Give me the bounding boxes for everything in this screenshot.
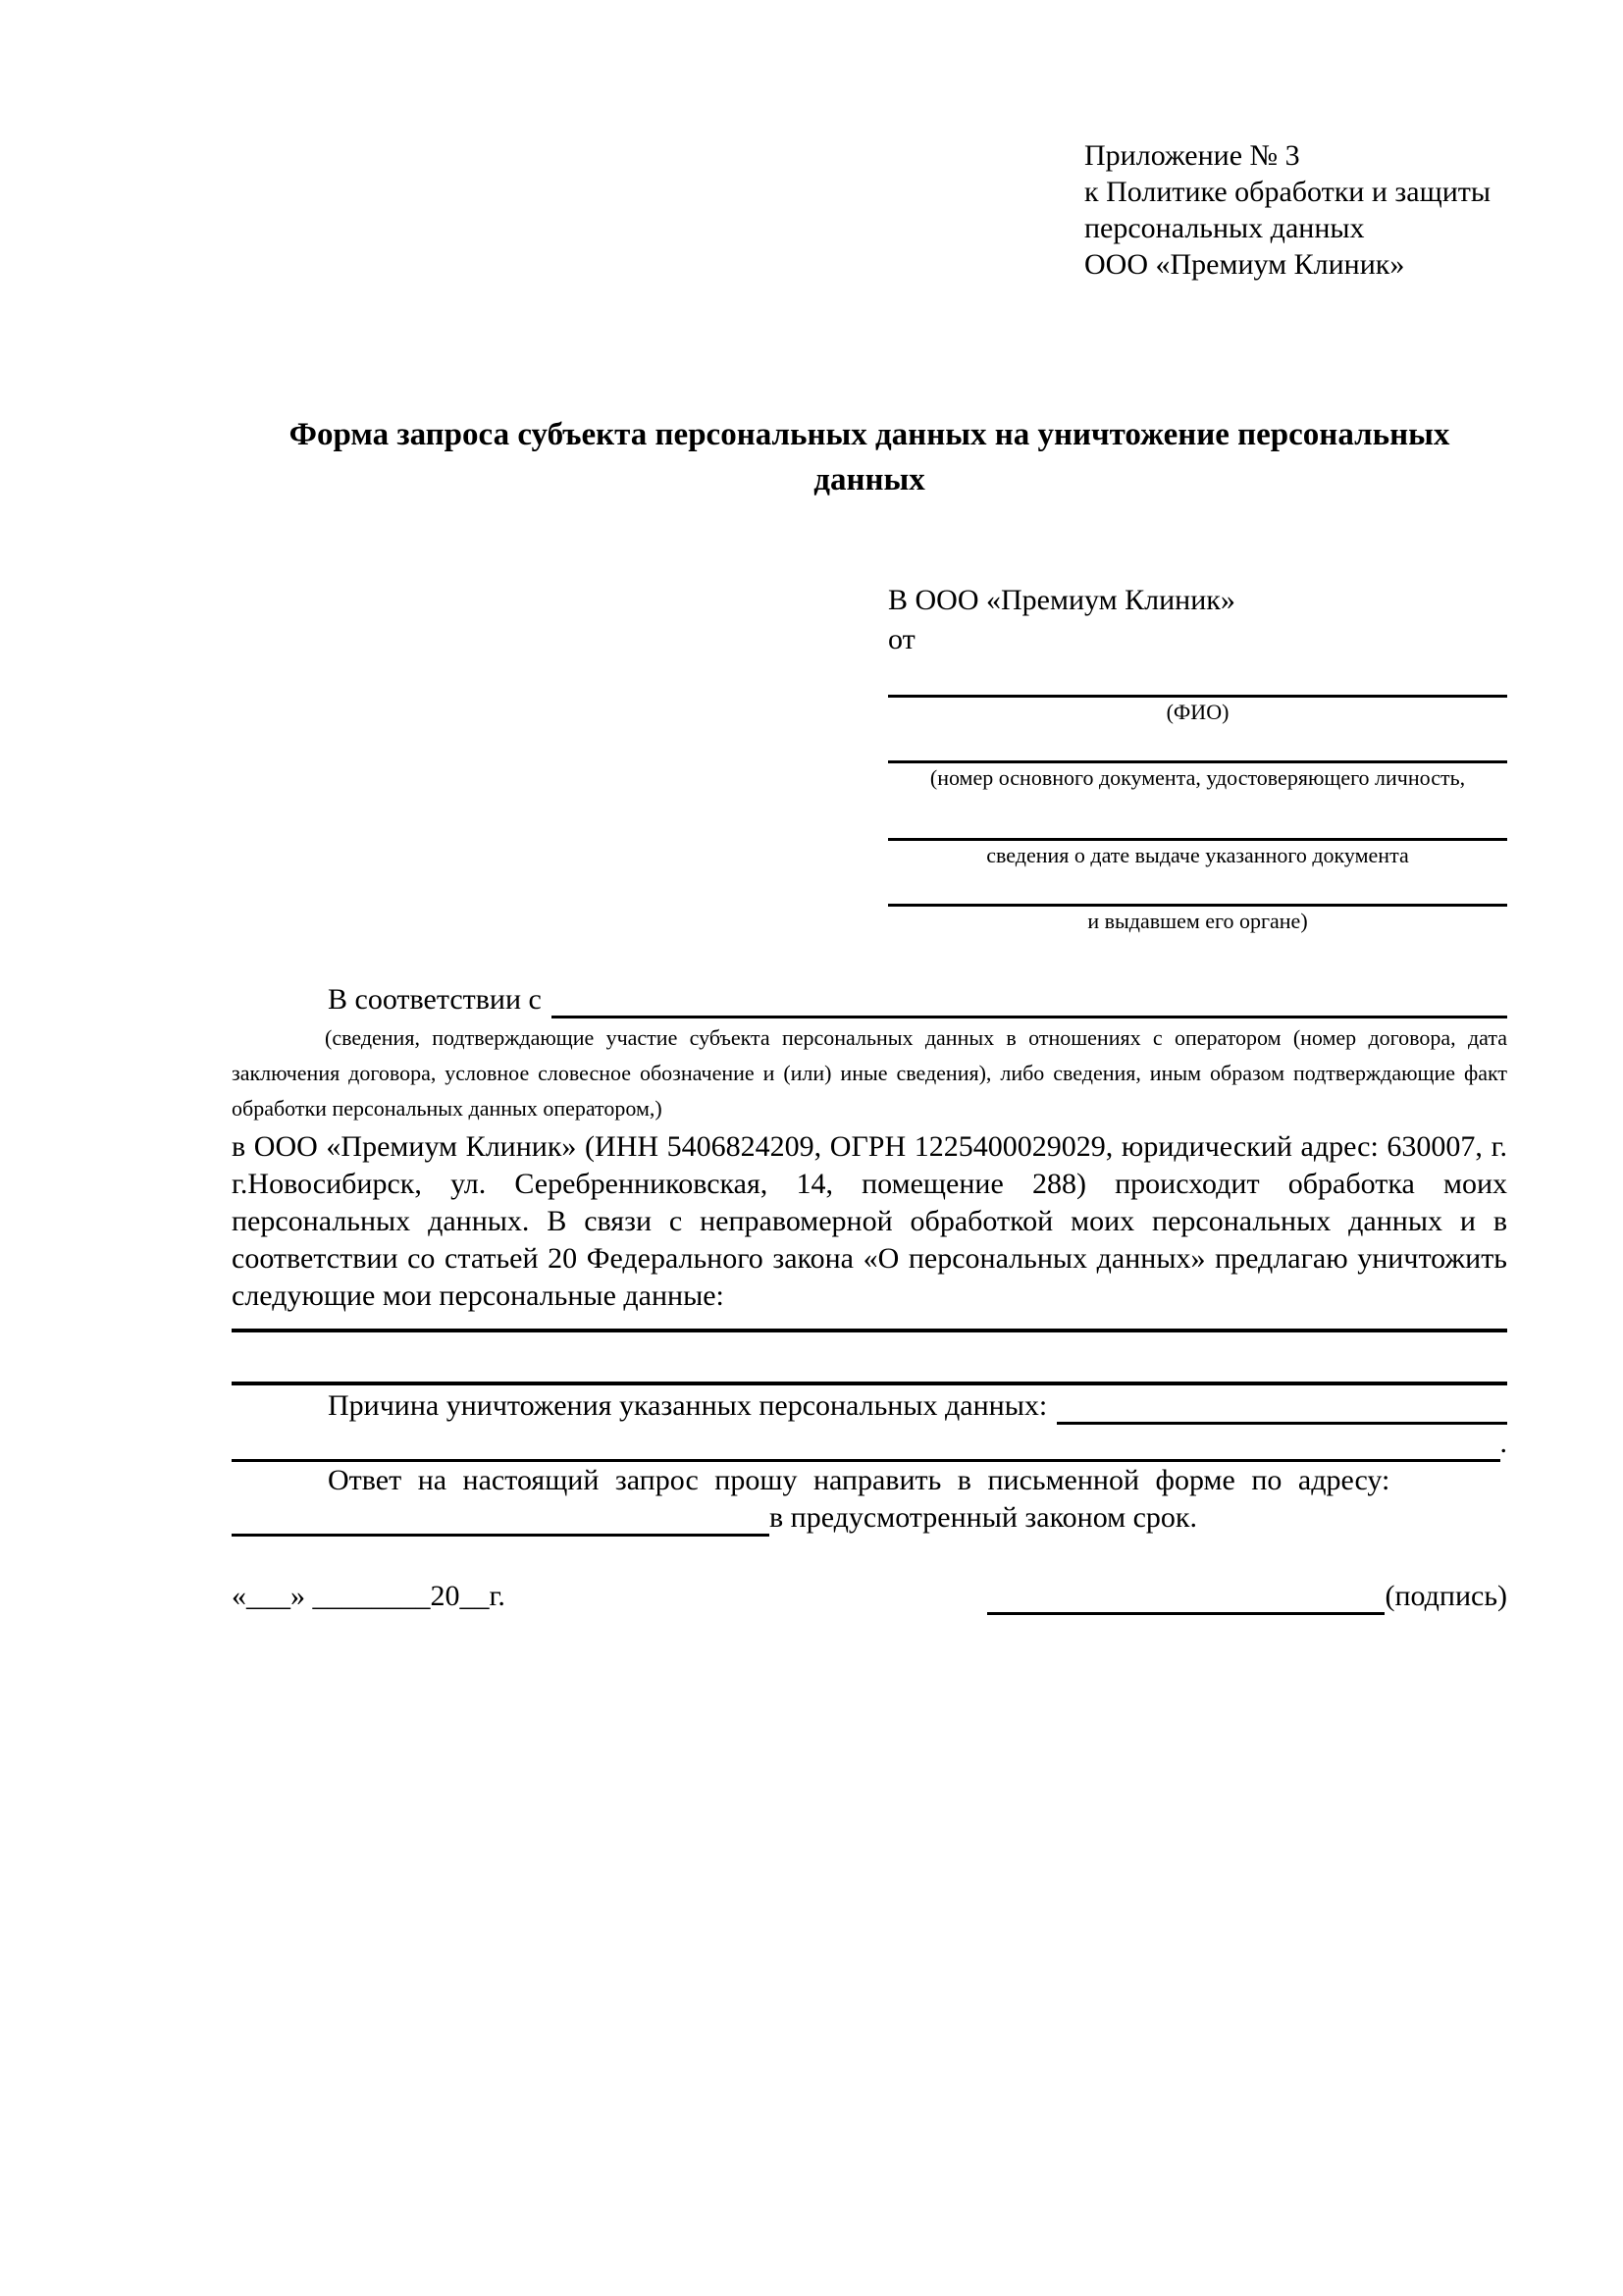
appendix-header-line: к Политике обработки и защиты (1084, 176, 1492, 208)
date-line: «___» ________20__г. (232, 1580, 505, 1612)
reason-field-line (1057, 1388, 1507, 1425)
response-tail: в предусмотренный законом срок. (769, 1501, 1197, 1534)
signature-field-line (987, 1579, 1385, 1615)
addressee-from-label: от (888, 623, 916, 655)
appendix-header (1084, 137, 1507, 283)
id-document-caption: (номер основного документа, удостоверяющего личность, (929, 765, 1466, 790)
addressee-block (888, 581, 1507, 934)
personal-data-field-line (232, 1332, 1507, 1385)
accordance-field-line (551, 982, 1507, 1018)
signature-caption: (подпись) (1385, 1580, 1507, 1612)
personal-data-field-line (232, 1315, 1507, 1332)
fio-caption: (ФИО) (1166, 700, 1230, 724)
addressee-to: В ООО «Премиум Клиник» (888, 584, 1235, 616)
issuing-authority-caption: и выдавшем его органе) (1087, 909, 1308, 933)
accordance-note: (сведения, подтверждающие участие субъекта персональных данных в отношениях с оператором (номер договора, дата заключения договора, условное словесное обозначение и (или) иные сведения), либо сведения, иным образом подтверждающие факт обработки персональных данных оператором,) (232, 1025, 1507, 1121)
main-paragraph: в ООО «Премиум Клиник» (ИНН 5406824209, ОГРН 1225400029029, юридический адрес: 630007, г. г.Новосибирск, ул. Серебренниковская, 14, помещение 288) происходит обработка моих персональных данных. В связи с неправомерной обработкой моих персональных данных и в соответствии со статьей 20 Федерального закона «О персональных данных» предлагаю уничтожить следующие мои персональные данные: (232, 1130, 1507, 1312)
appendix-header-line: ООО «Премиум Клиник» (1084, 248, 1405, 281)
reason-field-line (232, 1426, 1500, 1462)
response-sentence: Ответ на настоящий запрос прошу направить в письменной форме по адресу: (328, 1464, 1390, 1496)
accordance-label: В соответствии с (328, 983, 542, 1016)
appendix-header-line: персональных данных (1084, 212, 1365, 244)
reason-label: Причина уничтожения указанных персональных данных: (328, 1389, 1048, 1422)
address-field-line (232, 1500, 769, 1537)
address-row (232, 1499, 1507, 1537)
period-mark: . (1499, 1427, 1507, 1459)
appendix-header-line: Приложение № 3 (1084, 139, 1300, 172)
reason-row (232, 1387, 1507, 1425)
page-title: Форма запроса субъекта персональных данных на уничтожение персональных данных (288, 417, 1450, 497)
issue-date-caption: сведения о дате выдаче указанного документа (986, 843, 1409, 867)
accordance-row (232, 981, 1507, 1018)
signature-group (987, 1578, 1507, 1615)
reason-continuation-row (232, 1425, 1507, 1462)
footer-row (232, 1578, 1507, 1615)
